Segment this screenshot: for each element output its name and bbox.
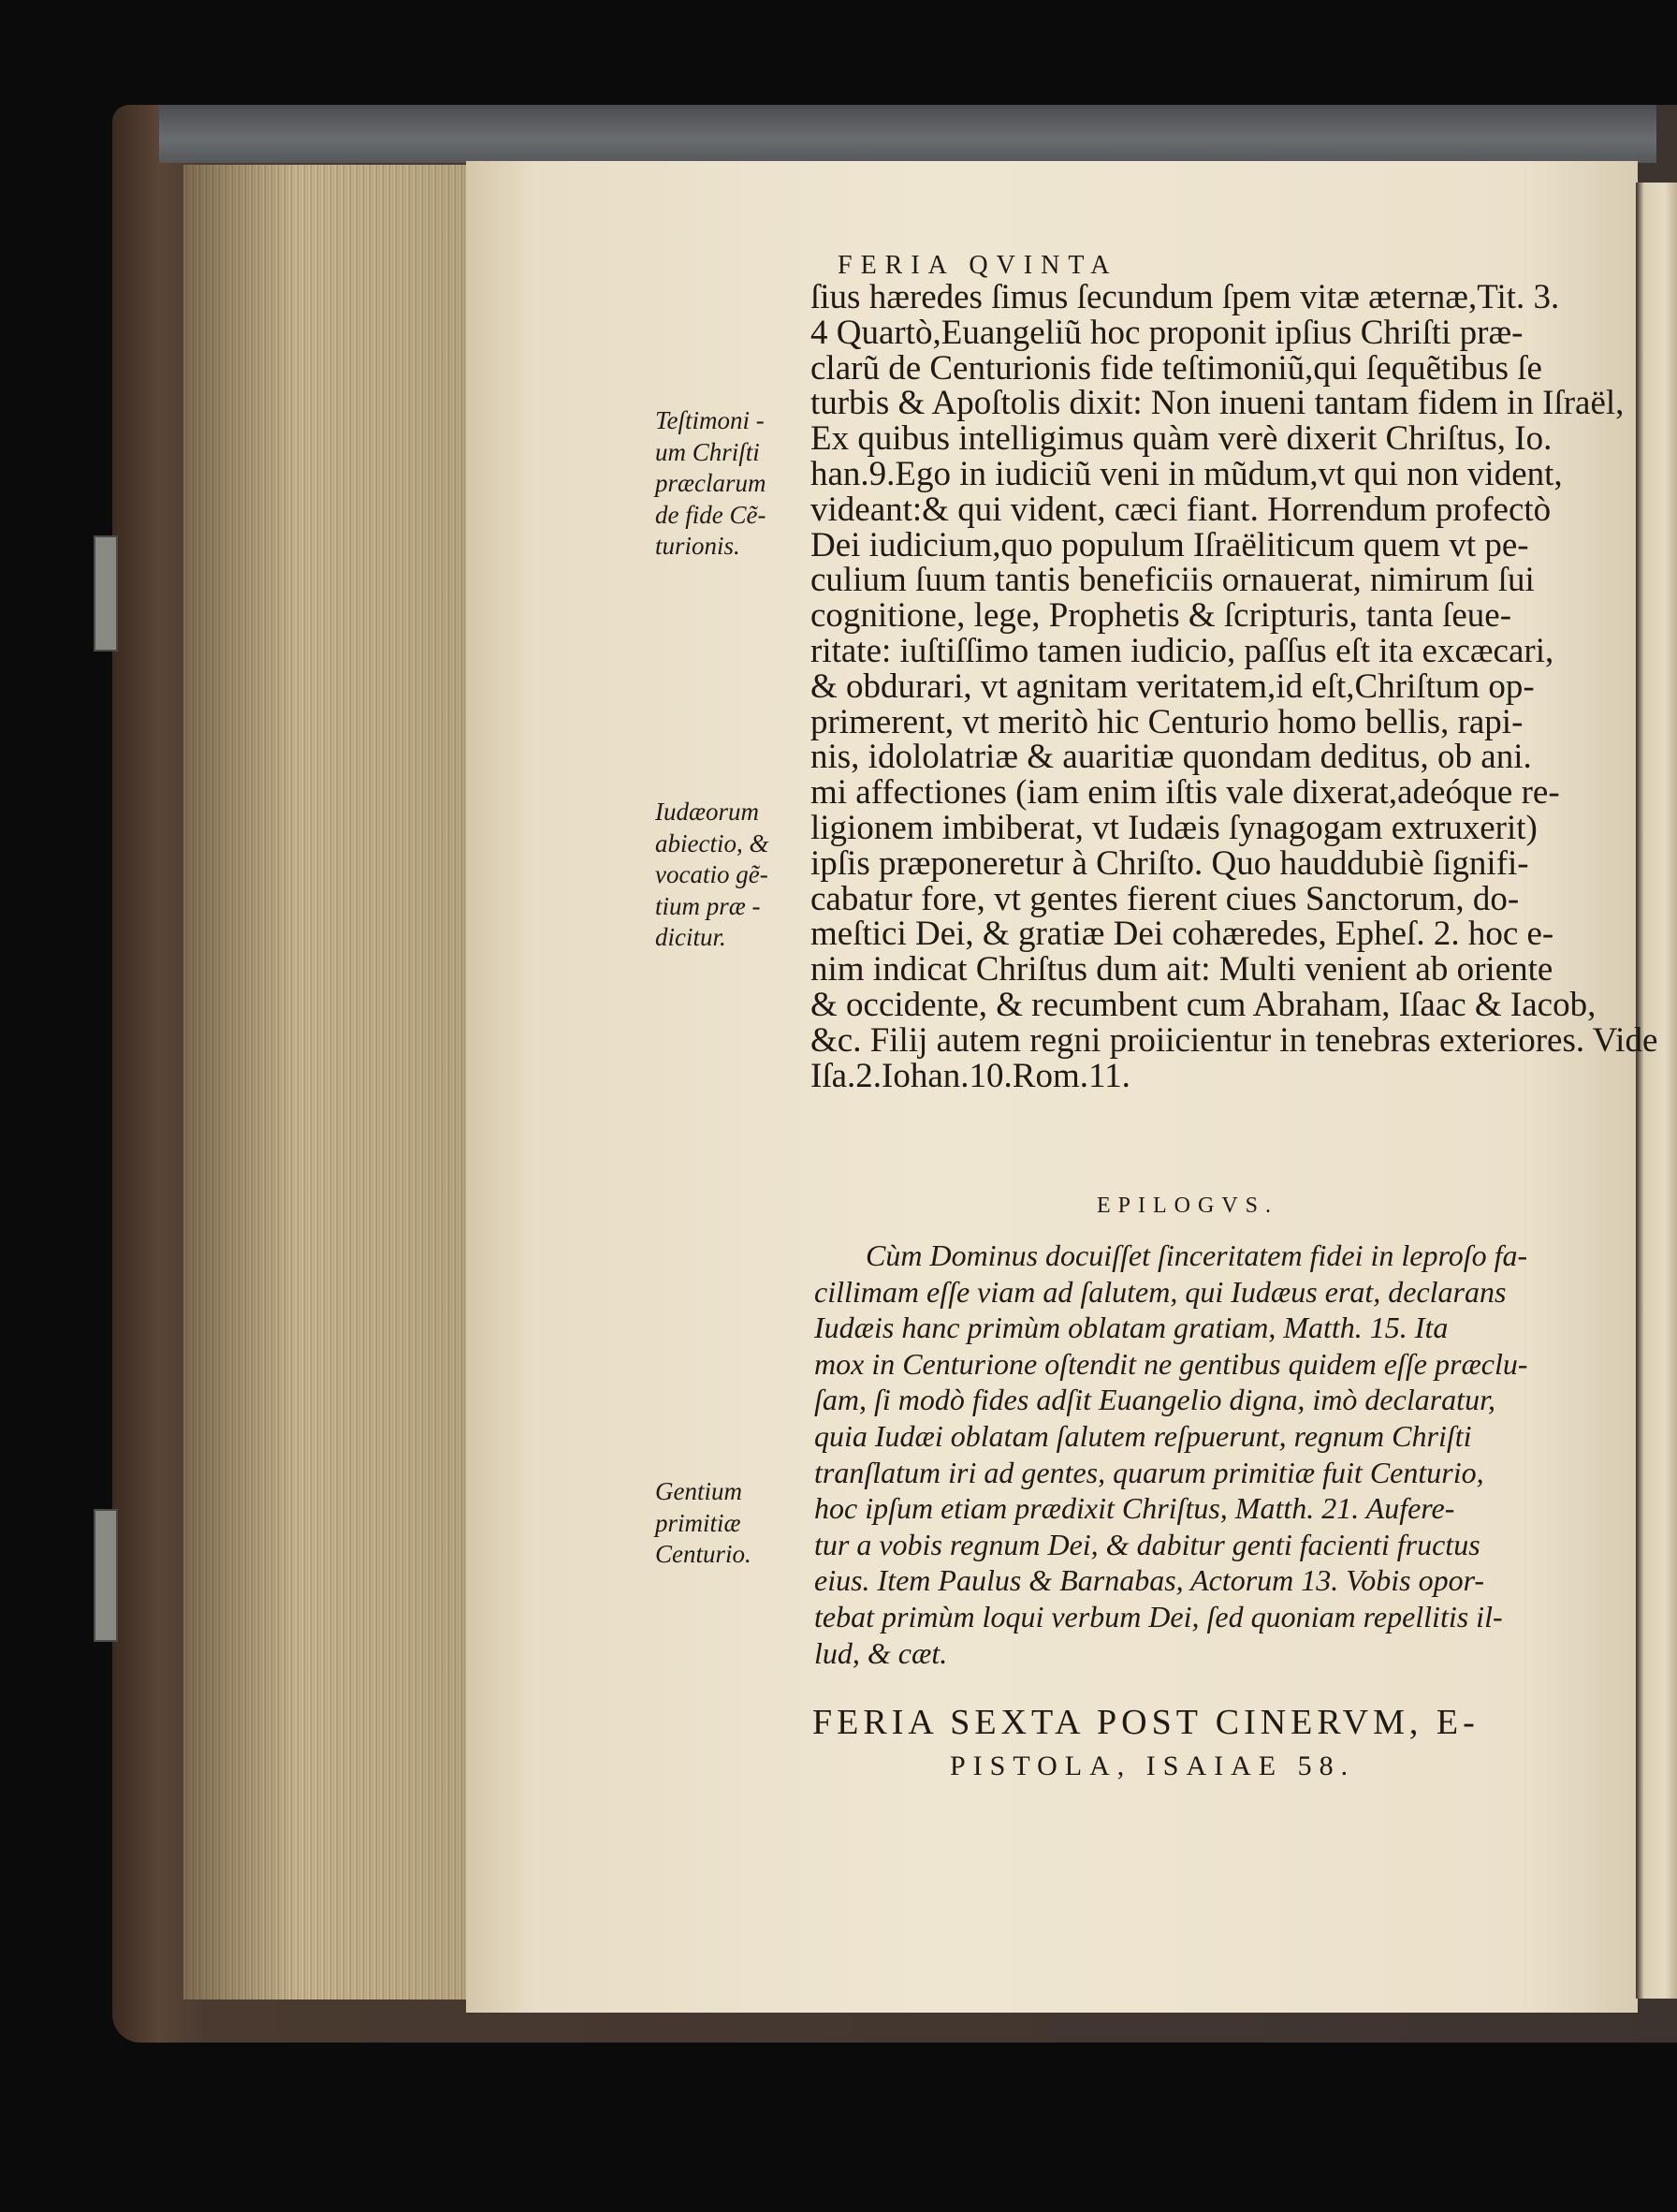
margin-note-line: præclarum — [655, 469, 766, 497]
body-line: videant:& qui vident, cæci fiant. Horrendum profectò — [810, 490, 1552, 529]
body-line: Iſa.2.Iohan.10.Rom.11. — [810, 1056, 1130, 1095]
body-line: ipſis præponeretur à Chriſto. Quo hauddubiè ſignifi- — [810, 843, 1529, 883]
facing-page-edge — [1636, 183, 1677, 1999]
body-line: 4 Quartò,Euangeliũ hoc proponit ipſius Chriſti præ- — [810, 313, 1524, 352]
body-line: & obdurari, vt agnitam veritatem,id eſt,Chriſtum op- — [810, 667, 1535, 706]
clasp-bottom — [94, 1509, 118, 1642]
body-line: Ex quibus intelligimus quàm verè dixerit Chriſtus, Io. — [810, 419, 1553, 459]
margin-note-line: Gentium — [655, 1477, 742, 1505]
body-line: turbis & Apoſtolis dixit: Non inueni tantam fidem in Iſraël, — [810, 384, 1625, 423]
epilogus-line: Cùm Dominus docuiſſet ſinceritatem fidei in leproſo fa- — [866, 1238, 1528, 1272]
body-line: han.9.Ego in iudiciũ veni in mũdum,vt qui non vident, — [810, 455, 1563, 493]
margin-note-line: vocatio gẽ- — [655, 860, 768, 888]
epilogus-line: eius. Item Paulus & Barnabas, Actorum 13. Vobis opor- — [814, 1563, 1485, 1598]
body-line: ligionem imbiberat, vt Iudæis ſynagogam extruxerit) — [810, 809, 1538, 847]
body-line: culium ſuum tantis beneficiis ornauerat, nimirum ſui — [810, 561, 1535, 600]
body-line: primerent, vt meritò hic Centurio homo bellis, rapi- — [810, 702, 1524, 741]
body-line: &c. Filij autem regni proiicientur in tenebras exteriores. Vide — [810, 1020, 1658, 1060]
body-line: meſtici Dei, & gratiæ Dei cohæredes, Epheſ. 2. hoc e- — [810, 915, 1554, 954]
section-subtitle: PISTOLA, ISAIAE 58. — [950, 1751, 1356, 1781]
section-title: FERIA SEXTA POST CINERVM, E- — [812, 1703, 1480, 1742]
margin-note-line: Teſtimoni - — [655, 406, 765, 434]
body-line: cognitione, lege, Prophetis & ſcripturis, tanta ſeue- — [810, 596, 1512, 636]
body-line: ſius hæredes ſimus ſecundum ſpem vitæ æternæ,Tit. 3. — [810, 278, 1560, 316]
clasp-top — [94, 535, 118, 652]
epilogus-line: mox in Centurione oſtendit ne gentibus quidem eſſe præclu- — [814, 1346, 1528, 1381]
body-line: ritate: iuſtiſſimo tamen iudicio, paſſus eſt ita excæcari, — [810, 632, 1554, 670]
running-header: FERIA QVINTA — [838, 251, 1118, 280]
body-line: Dei iudicium,quo populum Iſraëliticum quem vt pe- — [810, 525, 1529, 564]
epilogus-line: tur a vobis regnum Dei, & dabitur genti facienti fructus — [814, 1527, 1480, 1561]
margin-note-line: abiectio, & — [655, 828, 769, 857]
epilogus-line: lud, & cæt. — [814, 1635, 948, 1670]
epilogus-heading: EPILOGVS. — [1097, 1194, 1279, 1218]
epilogus-line: tranſlatum iri ad gentes, quarum primitiæ fuit Centurio, — [814, 1455, 1484, 1489]
book-top-edge — [159, 105, 1656, 163]
body-line: cabatur fore, vt gentes fierent ciues Sanctorum, do- — [810, 879, 1520, 918]
epilogus-line: Iudæis hanc primùm oblatam gratiam, Matth. 15. Ita — [814, 1311, 1449, 1345]
page-edges-shadow — [183, 165, 469, 2000]
body-line: clarũ de Centurionis fide teſtimoniũ,qui ſequẽtibus ſe — [810, 348, 1542, 388]
margin-note-line: turionis. — [655, 532, 740, 560]
margin-note-line: tium præ - — [655, 891, 761, 920]
epilogus-line: tebat primùm loqui verbum Dei, ſed quoniam repellitis il- — [814, 1600, 1503, 1633]
epilogus-line: cillimam eſſe viam ad ſalutem, qui Iudæus erat, declarans — [814, 1274, 1507, 1309]
body-line: nim indicat Chriſtus dum ait: Multi venient ab oriente — [810, 950, 1553, 989]
margin-note-line: primitiæ — [655, 1508, 741, 1537]
epilogus-line: quia Iudæi oblatam ſalutem reſpuerunt, regnum Chriſti — [814, 1419, 1472, 1453]
body-line: & occidente, & recumbent cum Abraham, Iſaac & Iacob, — [810, 986, 1597, 1024]
epilogus-line: hoc ipſum etiam prædixit Chriſtus, Matth. 21. Aufere- — [814, 1491, 1455, 1526]
margin-note-line: dicitur. — [655, 923, 726, 951]
margin-note-line: Centurio. — [655, 1540, 751, 1568]
margin-note-line: Iudæorum — [655, 798, 760, 826]
body-line: mi affectiones (iam enim iſtis vale dixerat,adeóque re- — [810, 773, 1560, 813]
margin-note-line: um Chriſti — [655, 437, 760, 466]
margin-note-line: de fide Cẽ- — [655, 500, 766, 529]
body-line: nis, idololatriæ & auaritiæ quondam deditus, ob ani. — [810, 738, 1532, 777]
epilogus-line: ſam, ſi modò fides adſit Euangelio digna, imò declaratur, — [814, 1383, 1495, 1417]
